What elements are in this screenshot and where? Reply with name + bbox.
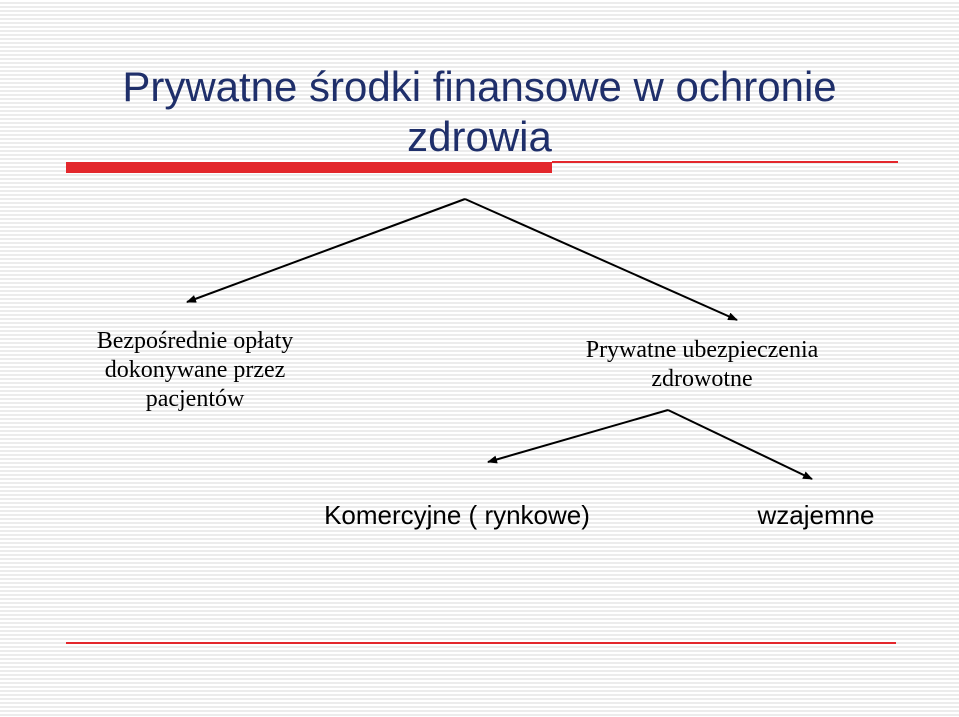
node-mutual [736, 499, 896, 531]
node-commercial-text: Komercyjne ( rynkowe) [324, 500, 590, 530]
edge-root-to-private-insurance [465, 199, 737, 320]
node-direct-payments-line-2: dokonywane przez [104, 357, 286, 383]
node-commercial [292, 499, 622, 531]
node-private-insurance-line-2: zdrowotne [651, 366, 753, 392]
edge-insurance-to-commercial [488, 410, 668, 462]
node-direct-payments-line-3: pacjentów [145, 386, 245, 412]
node-mutual-text: wzajemne [757, 500, 875, 530]
edge-insurance-to-mutual [668, 410, 812, 479]
edge-root-to-direct-payments [187, 199, 465, 302]
slide-title-line-2: zdrowia [407, 113, 552, 160]
node-direct-payments [60, 327, 330, 414]
node-private-insurance [540, 336, 864, 394]
node-direct-payments-line-1: Bezpośrednie opłaty [96, 328, 294, 354]
slide-title-line-1: Prywatne środki finansowe w ochronie [122, 63, 837, 110]
footer-divider [66, 642, 896, 644]
node-private-insurance-line-1: Prywatne ubezpieczenia [585, 337, 819, 363]
